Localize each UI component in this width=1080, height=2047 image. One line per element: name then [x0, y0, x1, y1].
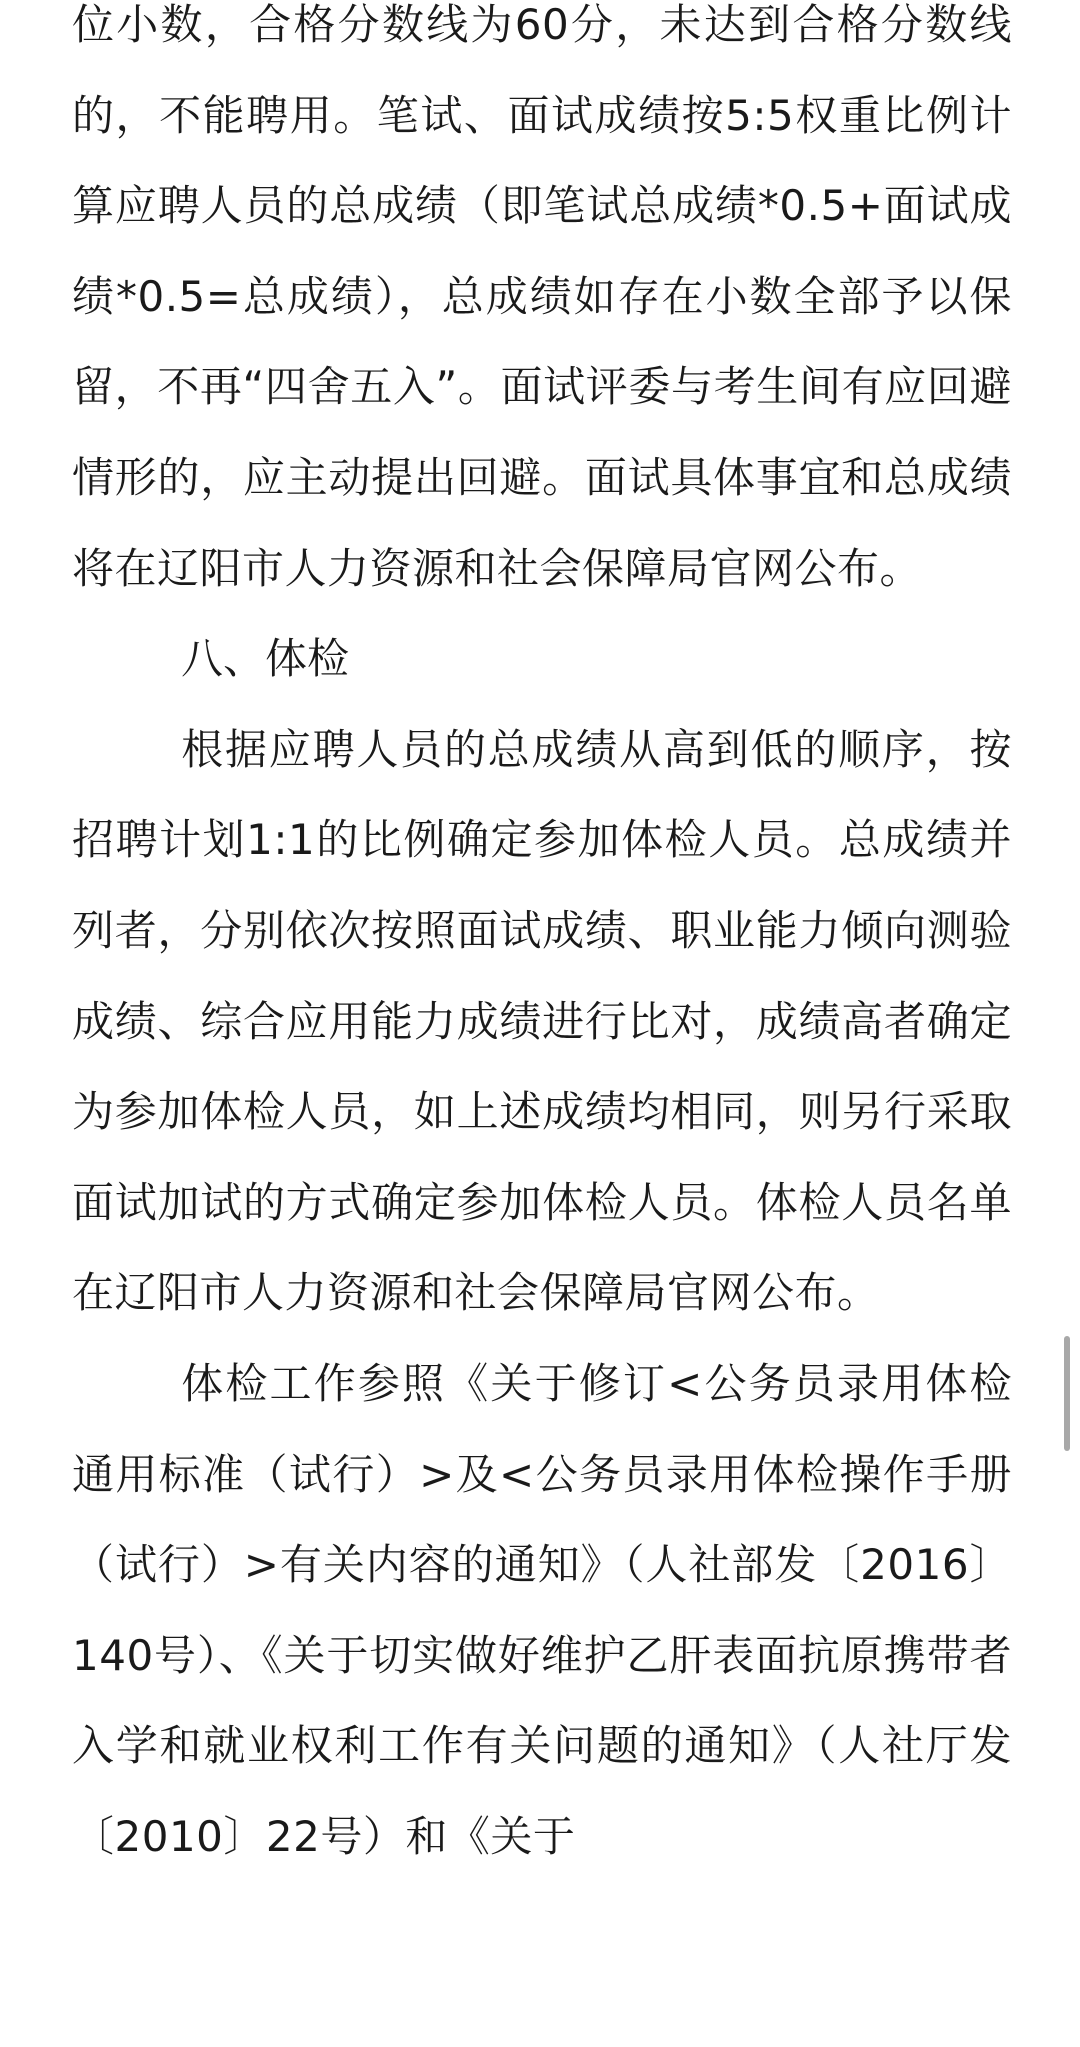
- article-paragraph: 位小数，合格分数线为60分，未达到合格分数线的，不能聘用。笔试、面试成绩按5:5权重比例计算应聘人员的总成绩（即笔试总成绩*0.5+面试成绩*0.5=总成绩），总成绩如存在小数全部予以保留，不再“四舍五入”。面试评委与考生间有应回避情形的，应主动提出回避。面试具体事宜和总成绩将在辽阳市人力资源和社会保障局官网公布。: [72, 0, 1012, 593]
- article-body: [72, 0, 1012, 1882]
- article-paragraph: 体检工作参照《关于修订<公务员录用体检通用标准（试行）>及<公务员录用体检操作手册（试行）>有关内容的通知》（人社部发〔2016〕140号）、《关于切实做好维护乙肝表面抗原携带者入学和就业权利工作有关问题的通知》（人社厅发〔2010〕22号）和《关于: [72, 1358, 1012, 1861]
- section-heading: 八、体检: [181, 634, 350, 684]
- vertical-scrollbar[interactable]: [1064, 1336, 1070, 1451]
- article-paragraph: 根据应聘人员的总成绩从高到低的顺序，按招聘计划1:1的比例确定参加体检人员。总成绩并列者，分别依次按照面试成绩、职业能力倾向测验成绩、综合应用能力成绩进行比对，成绩高者确定为参加体检人员，如上述成绩均相同，则另行采取面试加试的方式确定参加体检人员。体检人员名单在辽阳市人力资源和社会保障局官网公布。: [72, 724, 1012, 1318]
